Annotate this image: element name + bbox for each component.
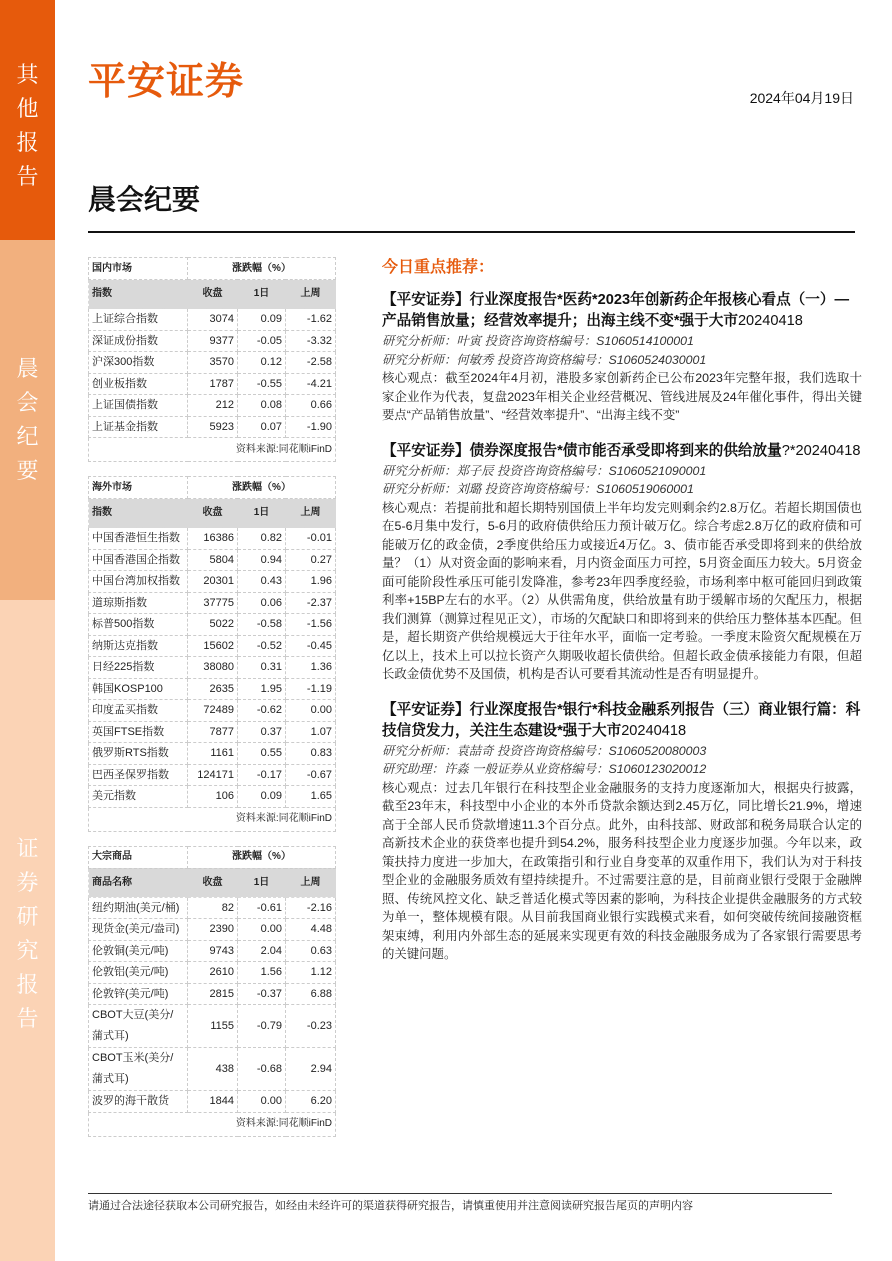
table-cell: 2610 (188, 962, 238, 984)
table-cell: 15602 (188, 635, 238, 657)
table-cell: 0.83 (286, 743, 336, 765)
section-label: 大宗商品 (89, 846, 188, 868)
table-cell: -1.19 (286, 678, 336, 700)
table-row (89, 743, 336, 765)
article-title[interactable] (382, 700, 862, 742)
table-cell: 0.37 (238, 721, 286, 743)
article-title-tail: ?*20240418 (781, 442, 861, 459)
table-section-header (89, 477, 336, 499)
table-cell: 6.20 (286, 1091, 336, 1113)
table-cell: 1.56 (238, 962, 286, 984)
table-cell: 韩国KOSP100 (89, 678, 188, 700)
table-cell: -2.58 (286, 352, 336, 374)
change-header: 涨跌幅（%） (188, 846, 336, 868)
table-section-header (89, 258, 336, 280)
table-source-row (89, 438, 336, 462)
table-source-row (89, 1112, 336, 1136)
table-cell: -0.17 (238, 764, 286, 786)
table-cell: 9743 (188, 940, 238, 962)
table-cell: 438 (188, 1048, 238, 1091)
footer-disclaimer: 请通过合法途径获取本公司研究报告，如经由未经许可的渠道获得研究报告，请慎重使用并注意阅读研究报告尾页的声明内容 (88, 1200, 693, 1212)
article (382, 700, 862, 964)
table-cell: 72489 (188, 700, 238, 722)
article-title[interactable] (382, 441, 862, 462)
table-row (89, 416, 336, 438)
market-tables (88, 257, 335, 1137)
article-body: 核心观点：若提前批和超长期特别国债上半年均发完则剩余约2.8万亿。若超长期国债也在5-6月集中发行，5-6月的政府债供给压力预计破万亿。综合考虑2.8万亿的政府债和可能破万亿的政金债，2季度供给压力或接近4万亿。3、债市能否承受即将到来的供给放量？（1）从对资金面的影响来看，月内资金面压力可控，5月资金面压力较大。5月资金面可能阶段性承压可能引发降准，参考23年四季度经验，市场利率中枢可能回归到政策利率+15BP左右的水平。（2）从供需角度，供给放量有助于缓解市场的欠配压力，根据我们测算（测算过程见正文），市场的欠配缺口和即将到来的供给压力整体基本匹配。但是，超长期资产供给规模远大于往年水平，面临一定考验。一季度末险资欠配规模在万亿以上，技术上可以拉长资产久期吸收超长债供给。但超长政金债承接能力有限，但超长政金债优势不及国债，机构是否认可要看其流动性是否有明显提升。 (382, 500, 862, 681)
table-cell: 0.63 (286, 940, 336, 962)
analyst-line: 研究分析师：袁喆奇 投资咨询资格编号：S1060520080003 (382, 743, 707, 758)
article (382, 290, 862, 425)
table-row (89, 897, 336, 919)
table-cell: 深证成份指数 (89, 330, 188, 352)
table-cell: 0.00 (238, 1091, 286, 1113)
table-cell: 1.96 (286, 571, 336, 593)
table-cell: 37775 (188, 592, 238, 614)
sidebar-section-morning-notes: 晨会纪要 (0, 240, 55, 600)
table-cell: -0.58 (238, 614, 286, 636)
column-header: 上周 (286, 499, 336, 528)
table-cell: 纽约期油(美元/桶) (89, 897, 188, 919)
table-row (89, 330, 336, 352)
table-cell: 0.55 (238, 743, 286, 765)
table-cell: -0.61 (238, 897, 286, 919)
table-cell: -1.90 (286, 416, 336, 438)
table-cell: 波罗的海干散货 (89, 1091, 188, 1113)
table-cell: 日经225指数 (89, 657, 188, 679)
article-list (382, 290, 862, 964)
table-cell: -0.52 (238, 635, 286, 657)
column-header: 1日 (238, 499, 286, 528)
table-section-header (89, 846, 336, 868)
table-cell: 0.07 (238, 416, 286, 438)
table-cell: -0.37 (238, 983, 286, 1005)
table-cell: 4.48 (286, 919, 336, 941)
table-cell: 0.00 (286, 700, 336, 722)
analyst-line: 研究分析师：郑子辰 投资咨询资格编号：S1060521090001 (382, 463, 707, 478)
table-cell: 3570 (188, 352, 238, 374)
table-cell: 英国FTSE指数 (89, 721, 188, 743)
table-cell: 1.12 (286, 962, 336, 984)
table-column-header (89, 499, 336, 528)
table-cell: -0.79 (238, 1005, 286, 1048)
table-row (89, 1005, 336, 1048)
table-cell: 创业板指数 (89, 373, 188, 395)
table-cell: 美元指数 (89, 786, 188, 808)
section-label: 海外市场 (89, 477, 188, 499)
table-row (89, 721, 336, 743)
table-column-header (89, 868, 336, 897)
table-cell: 0.43 (238, 571, 286, 593)
article-body: 核心观点：截至2024年4月初，港股多家创新药企已公布2023年完整年报，我们选取十家企业作为代表，复盘2023年相关企业经营概况、管线进展及24年催化事件，得出关键要点“产品销售放量”、“经营效率提升”、“出海主线不变” (382, 371, 862, 422)
table-row (89, 657, 336, 679)
table-cell: -0.45 (286, 635, 336, 657)
table-cell: 0.12 (238, 352, 286, 374)
table-cell: 1.36 (286, 657, 336, 679)
table-cell: 0.09 (238, 786, 286, 808)
table-cell: -1.56 (286, 614, 336, 636)
table-cell: 0.66 (286, 395, 336, 417)
table-cell: -1.62 (286, 309, 336, 331)
table-cell: -0.01 (286, 528, 336, 550)
table-cell: 1.65 (286, 786, 336, 808)
table-cell: 0.82 (238, 528, 286, 550)
table-cell: 中国香港国企指数 (89, 549, 188, 571)
column-header: 指数 (89, 280, 188, 309)
article-body: 核心观点：过去几年银行在科技型企业金融服务的支持力度逐渐加大，根据央行披露，截至23年末，科技型中小企业的本外币贷款余额达到2.45万亿，同比增长21.9%，增速高于全部人民币贷款增速11.3个百分点。此外，由科技部、财政部和税务局联合认定的高新技术企业的获贷率也提升到54.2%，服务科技型企业力度逐步加强。今年以来，政策扶持力度进一步加大，在政策指引和行业自身变革的双重作用下，我们认为对于科技型企业的金融服务质效有望持续提升。不过需要注意的是，目前商业银行受限于金融牌照、传统风控文化、缺乏普适化模式等因素的影响，为科技企业提供金融服务的方式较为单一，整体规模有限。从目前我国商业银行实践模式来看，如何突破传统间接融资框架束缚，利用内外部生态的延展来实现更有效的科技金融服务成为了各家银行需要思考的关键问题。 (382, 780, 862, 961)
change-header: 涨跌幅（%） (188, 258, 336, 280)
table-row (89, 786, 336, 808)
domestic-market-table (88, 257, 336, 462)
table-row (89, 700, 336, 722)
table-row (89, 1048, 336, 1091)
table-cell: 0.08 (238, 395, 286, 417)
source-note: 资料来源:同花顺iFinD (89, 438, 336, 462)
table-cell: 2815 (188, 983, 238, 1005)
table-cell: 6.88 (286, 983, 336, 1005)
table-cell: 212 (188, 395, 238, 417)
table-cell: 5022 (188, 614, 238, 636)
table-column-header (89, 280, 336, 309)
table-row (89, 940, 336, 962)
table-row (89, 373, 336, 395)
column-header: 上周 (286, 280, 336, 309)
recommend-heading: 今日重点推荐： (382, 259, 495, 276)
analyst-line: 研究助理：许淼 一般证券从业资格编号：S1060123020012 (382, 762, 707, 776)
table-cell: -3.32 (286, 330, 336, 352)
table-row (89, 764, 336, 786)
table-cell: -0.55 (238, 373, 286, 395)
table-cell: 1161 (188, 743, 238, 765)
table-cell: 0.27 (286, 549, 336, 571)
table-cell: 2.94 (286, 1048, 336, 1091)
table-cell: 现货金(美元/盎司) (89, 919, 188, 941)
table-row (89, 962, 336, 984)
column-header: 1日 (238, 280, 286, 309)
table-row (89, 571, 336, 593)
table-cell: -2.16 (286, 897, 336, 919)
table-cell: 伦敦锌(美元/吨) (89, 983, 188, 1005)
report-date: 2024年04月19日 (749, 90, 854, 106)
table-cell: 1.95 (238, 678, 286, 700)
table-cell: 印度孟买指数 (89, 700, 188, 722)
footer-divider (88, 1193, 832, 1194)
commodities-table (88, 846, 336, 1137)
analyst-line: 研究分析师：刘璐 投资咨询资格编号：S1060519060001 (382, 482, 694, 496)
table-cell: -0.05 (238, 330, 286, 352)
title-divider (88, 231, 855, 233)
table-row (89, 614, 336, 636)
table-cell: 0.00 (238, 919, 286, 941)
sidebar-section-research-report: 证券研究报告 (0, 600, 55, 1261)
table-cell: 2.04 (238, 940, 286, 962)
article-title-tail: 20240418 (621, 722, 687, 739)
table-row (89, 1091, 336, 1113)
table-cell: 38080 (188, 657, 238, 679)
table-cell: 2390 (188, 919, 238, 941)
table-cell: -0.23 (286, 1005, 336, 1048)
table-cell: 82 (188, 897, 238, 919)
table-cell: CBOT玉米(美分/蒲式耳) (89, 1048, 188, 1091)
table-cell: 7877 (188, 721, 238, 743)
table-cell: 中国台湾加权指数 (89, 571, 188, 593)
column-header: 指数 (89, 499, 188, 528)
table-source-row (89, 807, 336, 831)
table-row (89, 983, 336, 1005)
article (382, 441, 862, 684)
article-title[interactable] (382, 290, 862, 332)
table-cell: 上证综合指数 (89, 309, 188, 331)
table-cell: 106 (188, 786, 238, 808)
table-cell: 1844 (188, 1091, 238, 1113)
section-label: 国内市场 (89, 258, 188, 280)
sidebar-section-other-reports: 其他报告 (0, 0, 55, 240)
table-cell: 道琼斯指数 (89, 592, 188, 614)
change-header: 涨跌幅（%） (188, 477, 336, 499)
table-cell: 0.06 (238, 592, 286, 614)
table-cell: -4.21 (286, 373, 336, 395)
table-row (89, 352, 336, 374)
table-cell: 1155 (188, 1005, 238, 1048)
article-title-text: 【平安证券】行业深度报告*医药*2023年创新药企年报核心看点（一）— 产品销售放量；经营效率提升；出海主线不变*强于大市 (382, 292, 850, 329)
table-row (89, 635, 336, 657)
table-row (89, 528, 336, 550)
table-cell: -0.68 (238, 1048, 286, 1091)
table-row (89, 395, 336, 417)
table-cell: 巴西圣保罗指数 (89, 764, 188, 786)
table-cell: 5923 (188, 416, 238, 438)
table-cell: 上证国债指数 (89, 395, 188, 417)
article-title-text: 【平安证券】债券深度报告*债市能否承受即将到来的供给放量 (382, 442, 782, 459)
column-header: 收盘 (188, 499, 238, 528)
company-logo: 平安证券 (88, 59, 245, 103)
table-cell: 伦敦铜(美元/吨) (89, 940, 188, 962)
table-row (89, 919, 336, 941)
table-cell: 9377 (188, 330, 238, 352)
table-row (89, 592, 336, 614)
table-cell: 3074 (188, 309, 238, 331)
table-cell: 0.09 (238, 309, 286, 331)
table-cell: 伦敦铝(美元/吨) (89, 962, 188, 984)
analyst-line: 研究分析师：叶寅 投资咨询资格编号：S1060514100001 (382, 334, 694, 348)
table-cell: 5804 (188, 549, 238, 571)
table-row (89, 309, 336, 331)
table-cell: 124171 (188, 764, 238, 786)
table-cell: 2635 (188, 678, 238, 700)
table-row (89, 549, 336, 571)
table-cell: 中国香港恒生指数 (89, 528, 188, 550)
table-cell: 纳斯达克指数 (89, 635, 188, 657)
table-cell: 20301 (188, 571, 238, 593)
table-cell: 0.94 (238, 549, 286, 571)
source-note: 资料来源:同花顺iFinD (89, 807, 336, 831)
table-cell: 上证基金指数 (89, 416, 188, 438)
source-note: 资料来源:同花顺iFinD (89, 1112, 336, 1136)
table-cell: 标普500指数 (89, 614, 188, 636)
column-header: 1日 (238, 868, 286, 897)
article-title-tail: 20240418 (737, 313, 803, 329)
table-cell: -0.67 (286, 764, 336, 786)
table-cell: -2.37 (286, 592, 336, 614)
column-header: 收盘 (188, 280, 238, 309)
overseas-market-table (88, 476, 336, 832)
table-row (89, 678, 336, 700)
table-cell: 沪深300指数 (89, 352, 188, 374)
page-title: 晨会纪要 (88, 183, 201, 216)
column-header: 收盘 (188, 868, 238, 897)
table-cell: 俄罗斯RTS指数 (89, 743, 188, 765)
analyst-line: 研究分析师：何敏秀 投资咨询资格编号：S1060524030001 (382, 352, 707, 367)
table-cell: CBOT大豆(美分/蒲式耳) (89, 1005, 188, 1048)
recommendations (382, 258, 862, 980)
column-header: 商品名称 (89, 868, 188, 897)
article-title-text: 【平安证券】行业深度报告*银行*科技金融系列报告（三）商业银行篇：科技信贷发力，关注生态建设*强于大市 (382, 701, 861, 739)
table-cell: 0.31 (238, 657, 286, 679)
column-header: 上周 (286, 868, 336, 897)
table-cell: -0.62 (238, 700, 286, 722)
table-cell: 1.07 (286, 721, 336, 743)
table-cell: 1787 (188, 373, 238, 395)
table-cell: 16386 (188, 528, 238, 550)
